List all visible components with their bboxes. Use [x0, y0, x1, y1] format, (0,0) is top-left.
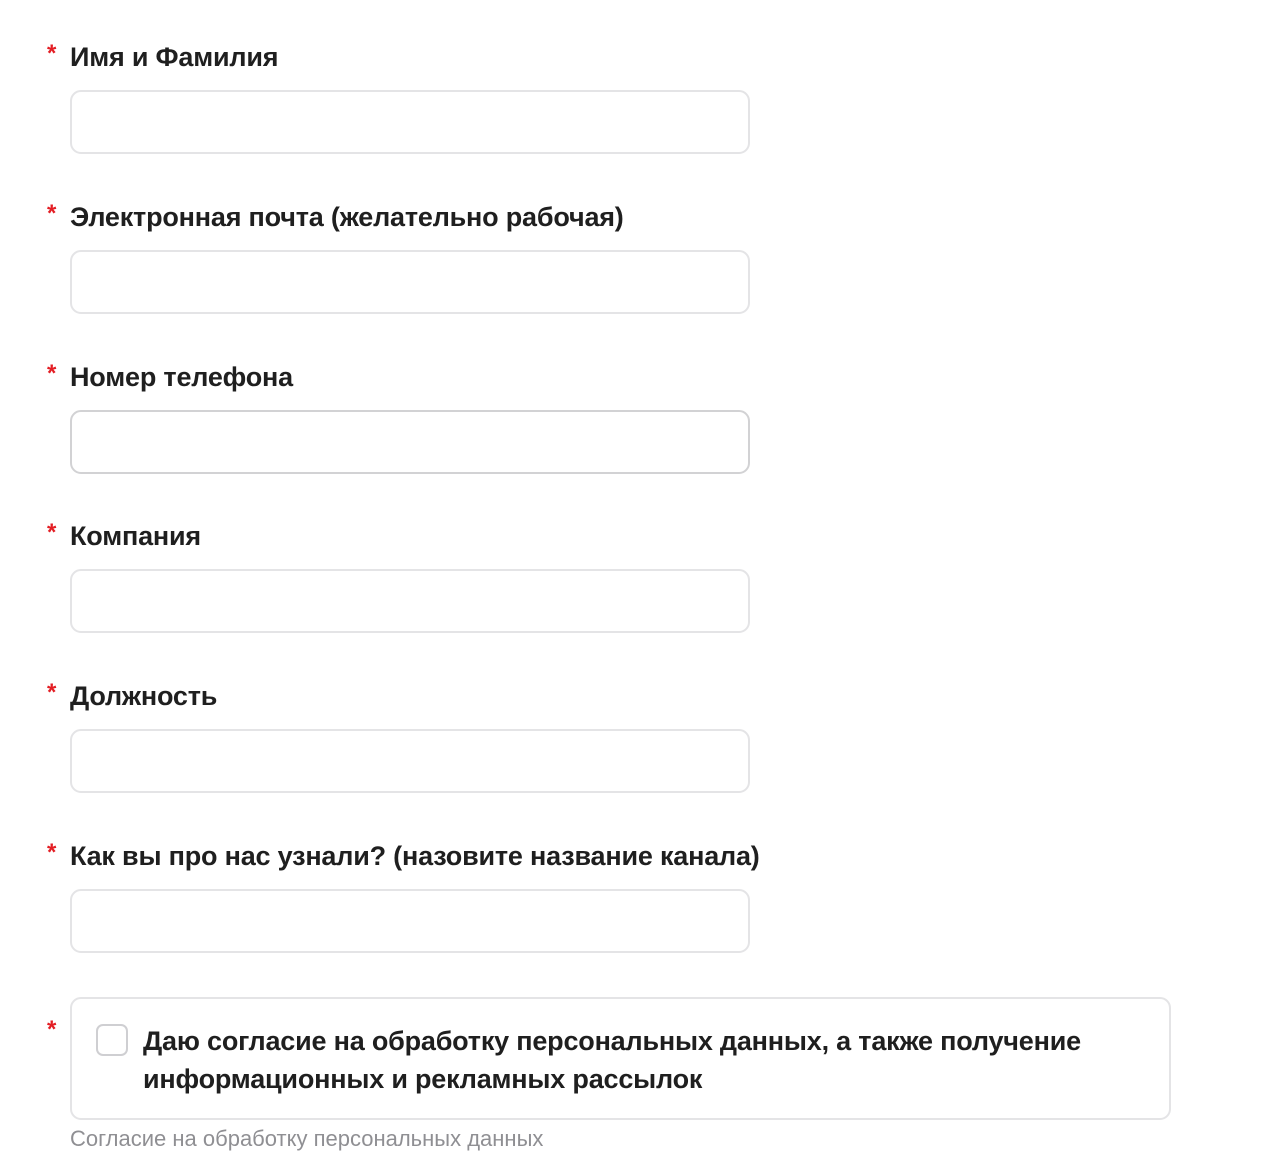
- company-input[interactable]: [70, 569, 750, 633]
- required-asterisk: *: [47, 1016, 57, 1043]
- required-asterisk: *: [47, 40, 57, 67]
- phone-label: Номер телефона: [70, 362, 293, 392]
- email-label: Электронная почта (желательно рабочая): [70, 202, 624, 232]
- required-asterisk: *: [47, 360, 57, 387]
- consent-box[interactable]: [70, 997, 1171, 1120]
- position-input[interactable]: [70, 729, 750, 793]
- consent-checkbox[interactable]: [96, 1024, 128, 1056]
- required-asterisk: *: [47, 200, 57, 227]
- required-asterisk: *: [47, 679, 57, 706]
- source-channel-label: Как вы про нас узнали? (назовите название канала): [70, 841, 760, 871]
- position-label: Должность: [70, 681, 218, 711]
- required-asterisk: *: [47, 839, 57, 866]
- required-asterisk: *: [47, 519, 57, 546]
- consent-label[interactable]: Даю согласие на обработку персональных данных, а также получение информационных и рекламных рассылок: [143, 1026, 1081, 1094]
- source-channel-input[interactable]: [70, 889, 750, 953]
- full-name-input[interactable]: [70, 90, 750, 154]
- phone-input[interactable]: [70, 410, 750, 474]
- company-label: Компания: [70, 521, 201, 551]
- email-input[interactable]: [70, 250, 750, 314]
- full-name-label: Имя и Фамилия: [70, 42, 279, 72]
- consent-hint: Согласие на обработку персональных данных: [70, 1126, 544, 1151]
